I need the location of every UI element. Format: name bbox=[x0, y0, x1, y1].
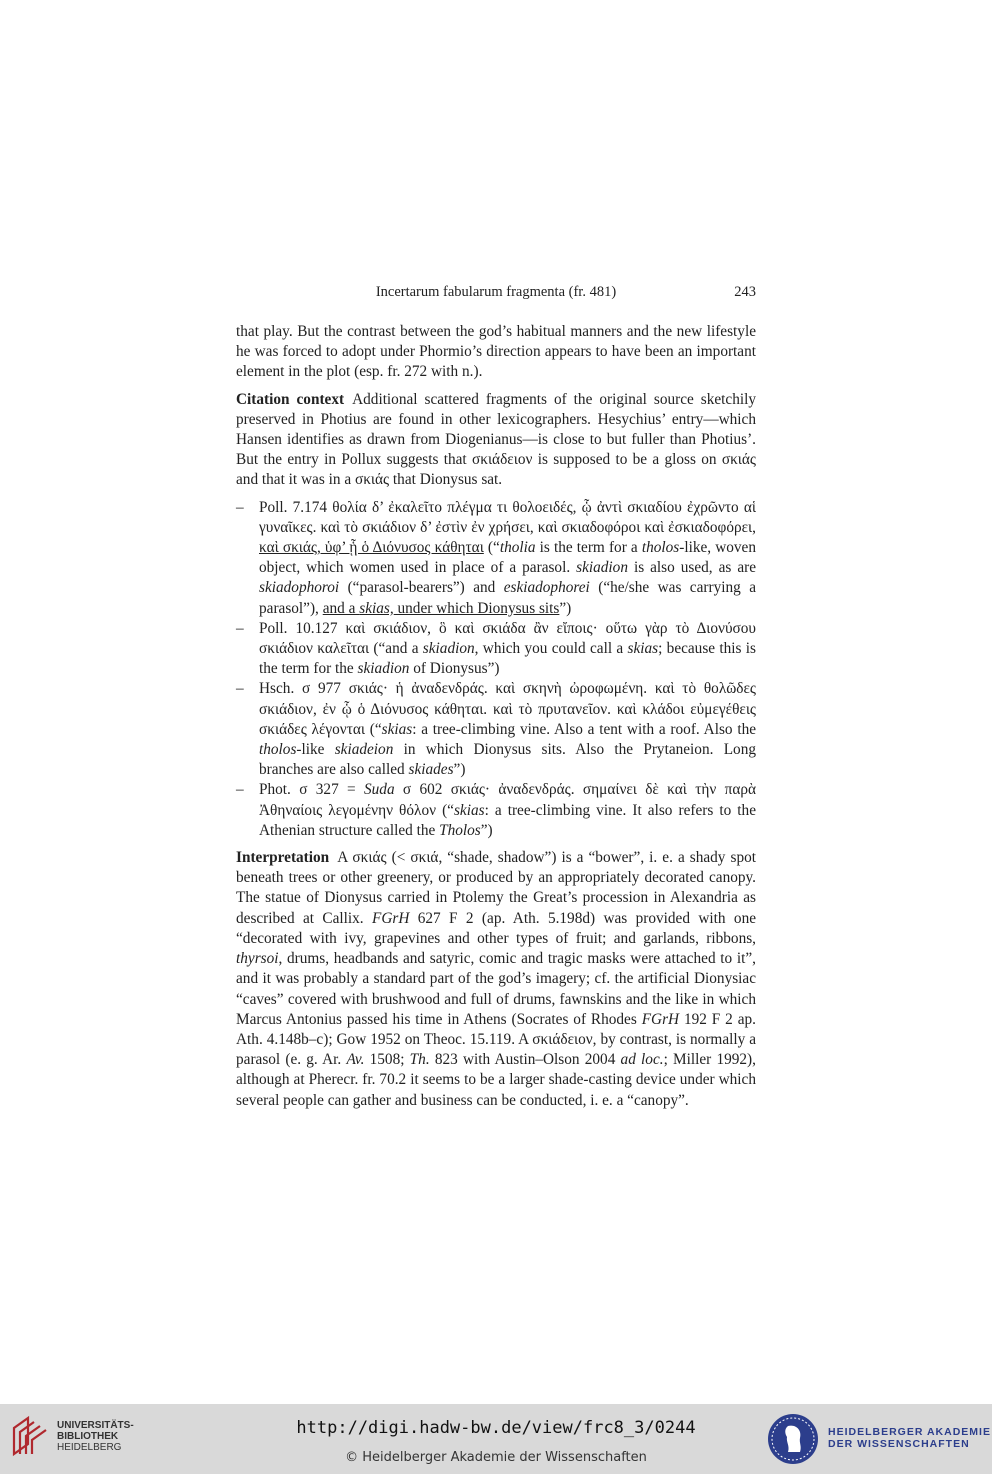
interpretation-paragraph: Interpretation A σκιάς (< σκιά, “shade, shadow”) is a “bower”, i. e. a shady spot beneath trees or other greenery, or produced by an appropriately decorated canopy. The statue of Dionysus carried in Ptolemy the Great’s procession in Alexandria as described at Callix. FGrH 627 F 2 (ap. Ath. 5.198d) was provided with one “decorated with ivy, grapevines and other types of fruit; and garlands, ribbons, thyrsoi, drums, headbands and satyric, comic and tragic masks were attached to it”, and it was probably a standard part of the god’s imagery; cf. the artificial Dionysiac “caves” covered with brushwood and full of drums, fawnskins and the like in which Marcus Antonius passed his time in Athens (Socrates of Rhodes FGrH 192 F 2 ap. Ath. 4.148b–c); Gow 1952 on Theoc. 15.119. A σκιάδειον, by contrast, is normally a parasol (e. g. Ar. Av. 1508; Th. 823 with Austin–Olson 2004 ad loc.; Miller 1992), although at Pherecr. fr. 70.2 it seems to be a larger shade-casting device under which several people can gather and business can be conducted, i. e. a “canopy”. bbox=[236, 849, 757, 1109]
section-heading-citation: Citation context bbox=[236, 390, 345, 408]
university-library-name: UNIVERSITÄTS- BIBLIOTHEK HEIDELBERG bbox=[57, 1420, 134, 1453]
citation-item-hesychius: – Hsch. σ 977 σκιάς· ἡ ἀναδενδράς. καὶ σκηνὴ ὠροφωμένη. καὶ τὸ θολῶδες σκιάδιον, ἐν ᾧ ὁ Διόνυσος κάθηται. καὶ τὸ πρυτανεῖον. καὶ κλάδοι εὐμεγέθεις σκιάδες λέγονται (“skias: a tree-climbing vine. Also a tent with a roof. Also the tholos-like skiadeion in which Dionysus sits. Also the Prytaneion. Long branches are also called skiades”) bbox=[236, 680, 757, 779]
academy-name: HEIDELBERGER AKADEMIE DER WISSENSCHAFTEN bbox=[828, 1426, 991, 1450]
running-title: Incertarum fabularum fragmenta (fr. 481) bbox=[375, 284, 617, 300]
copyright-notice: © Heidelberger Akademie der Wissenschaften bbox=[345, 1450, 647, 1465]
section-heading-interpretation: Interpretation bbox=[236, 849, 330, 867]
academy-seal-icon[interactable] bbox=[766, 1412, 820, 1466]
paragraph-continuation: that play. But the contrast between the god’s habitual manners and the new lifestyle he was forced to adopt under Phormio’s direction appears to have been an important element in the plot (esp. fr. 272 with n.). bbox=[236, 323, 756, 381]
citation-item-pollux-10-127: – Poll. 10.127 καὶ σκιάδιον, ὃ καὶ σκιάδα ἂν εἴποις· οὕτω γὰρ τὸ Διονύσου σκιάδιον καλεῖται (“and a skiadion, which you could call a skias; because this is the term for the skiadion of Dionysus”) bbox=[236, 619, 756, 678]
footer-bar bbox=[0, 1404, 992, 1474]
citation-list bbox=[236, 498, 756, 841]
page-number: 243 bbox=[734, 284, 756, 300]
page-url-link[interactable]: http://digi.hadw-bw.de/view/frc8_3/0244 bbox=[296, 1418, 696, 1438]
citation-item-photius: – Phot. σ 327 = Suda σ 602 σκιάς· ἀναδενδράς. σημαίνει δὲ καὶ τὴν παρὰ Ἀθηναίοις λεγομένην θόλον (“skias: a tree-climbing vine. It also refers to the Athenian structure called the Tholos”) bbox=[236, 781, 756, 839]
main-text bbox=[236, 322, 756, 1118]
citation-context-paragraph: Citation context Additional scattered fragments of the original source sketchily preserved in Photius are found in other lexicographers. Hesychius’ entry—which Hansen identifies as drawn from Diogenianus—is close to but fuller than Photius’. But the entry in Pollux suggests that σκιάδειον is supposed to be a gloss on σκιάς and that it was in a σκιάς that Dionysus sat. bbox=[236, 390, 756, 489]
citation-item-pollux-7-174: – Poll. 7.174 θολία δ’ ἐκαλεῖτο πλέγμα τι θολοειδές, ᾧ ἀντὶ σκιαδίου ἐχρῶντο αἱ γυναῖκες. καὶ τὸ σκιάδιον δ’ ἐστὶν ἐν χρήσει, καὶ σκιαδοφόροι καὶ ἐσκιαδοφόρει, καὶ σκιάς, ὑφ’ ᾗ ὁ Διόνυσος κάθηται (“tholia is the term for a tholos-like, woven object, which women used in place of a parasol. skiadion is also used, as are skiadophoroi (“parasol-bearers”) and eskiadophorei (“he/she was carrying a parasol”), and a skias, under which Dionysus sits”) bbox=[236, 498, 756, 617]
